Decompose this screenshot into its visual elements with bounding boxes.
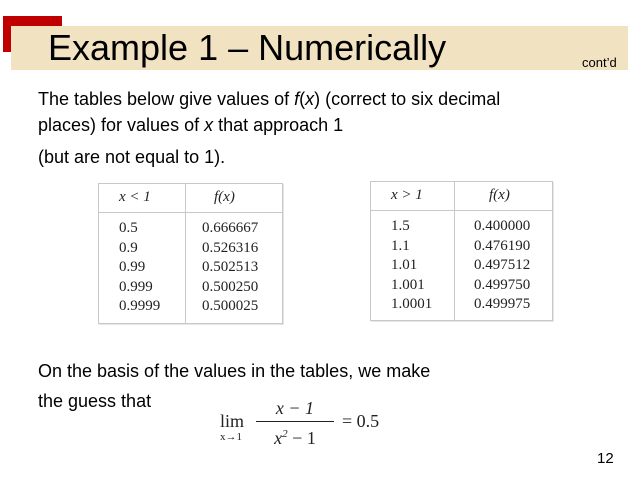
formula-result: = 0.5: [342, 411, 380, 431]
intro-line-2: places) for values of x that approach 1: [38, 115, 344, 135]
fx-cell: 0.499975: [474, 296, 531, 312]
table-header: [371, 182, 552, 211]
fx-cell: 0.666667: [202, 220, 259, 236]
intro-line-3: (but are not equal to 1).: [38, 147, 226, 167]
lim-operator: lim: [220, 411, 245, 431]
x-cell: 0.9999: [119, 298, 161, 314]
fraction-bar: [256, 421, 334, 422]
header-x: x > 1: [391, 187, 423, 203]
fx-cell: 0.502513: [202, 259, 259, 275]
x-column: [119, 219, 160, 317]
x-cell: 0.999: [119, 278, 153, 295]
fraction-numerator: x − 1: [275, 398, 315, 418]
x-cell: 0.9: [119, 239, 138, 256]
x-cell: 0.99: [119, 259, 146, 275]
fraction-denominator: $x^2 - 1$: [274, 428, 316, 448]
x-cell: 0.5: [119, 220, 138, 236]
fx-cell: 0.499750: [474, 276, 531, 293]
intro-line-1: The tables below give values of f(x) (correct to six decimal: [38, 89, 501, 109]
x-cell: 1.01: [391, 257, 418, 273]
fx-cell: 0.400000: [474, 218, 531, 234]
fx-cell: 0.476190: [474, 237, 531, 254]
x-cell: 1.001: [391, 276, 425, 293]
x-column: [391, 217, 432, 315]
header-fx: f(x): [214, 189, 235, 205]
table-divider: [185, 184, 186, 323]
fx-column: [474, 217, 530, 315]
fx-cell: 0.500025: [202, 298, 259, 314]
page-number: 12: [597, 450, 614, 467]
fx-cell: 0.497512: [474, 257, 531, 273]
header-x: x < 1: [119, 189, 151, 205]
slide-title: Example 1 – Numerically: [48, 27, 447, 68]
fraction: [256, 398, 334, 448]
table-x-greater-than-1: [370, 181, 553, 321]
continued-label: cont’d: [582, 55, 617, 70]
table-divider: [454, 182, 455, 320]
fx-cell: 0.526316: [202, 239, 259, 256]
header-fx: f(x): [489, 187, 510, 203]
table-header: [99, 184, 282, 213]
x-cell: 1.0001: [391, 296, 433, 312]
x-cell: 1.1: [391, 237, 410, 254]
fx-cell: 0.500250: [202, 278, 259, 295]
conclusion-line-1: On the basis of the values in the tables, we make: [38, 361, 431, 381]
x-cell: 1.5: [391, 218, 410, 234]
conclusion-line-2: the guess that: [38, 391, 152, 411]
fx-column: [202, 219, 258, 317]
lim-subscript: x→1: [220, 431, 242, 443]
table-x-less-than-1: [98, 183, 283, 324]
